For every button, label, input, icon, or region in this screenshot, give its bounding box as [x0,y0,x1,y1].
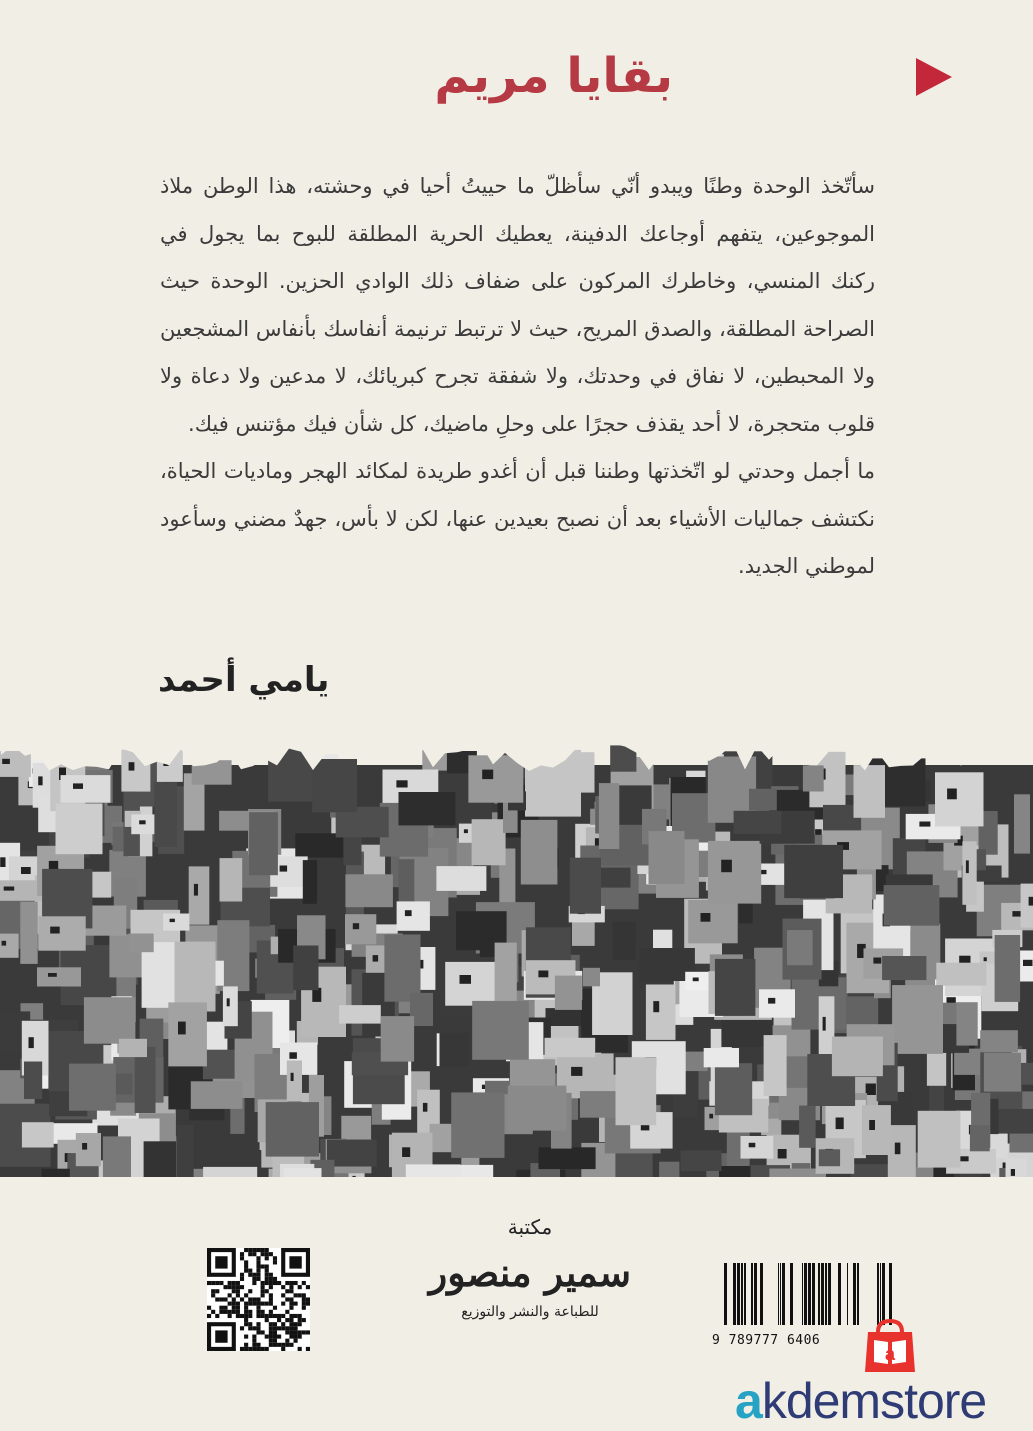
blurb-paragraph-1: سأتّخذ الوحدة وطنًا ويبدو أنّي سأظلّ ما حييتُ أحيا في وحشته، هذا الوطن ملاذ الموجوعين، يتفهم أوجاعك الدفينة، يعطيك الحرية المطلقة للبوح بما يجول في ركنك المنسي، وخاطرك المركون على ضفاف ذلك الوادي الحزين. الوحدة حيث الصراحة المطلقة، والصدق المريح، حيث لا ترتبط ترنيمة أنفاسك بأنفاس المشجعين ولا المحبطين، لا نفاق في وحدتك، ولا شفقة تجرح كبريائك، لا مدعين ولا دعاة ولا قلوب متحجرة، لا أحد يقذف حجرًا على وحلِ ماضيك، كل شأن فيك مؤتنس فيك. [160,174,875,436]
publisher-subtitle: للطباعة والنشر والتوزيع [461,1303,599,1320]
author-name: يامي أحمد [158,660,330,700]
isbn-number: 9 789777 6406 [712,1333,821,1348]
barcode-icon [720,1263,895,1325]
store-watermark [735,1373,987,1429]
book-title: بقايا مريم [434,48,673,104]
play-arrow-icon [916,58,952,96]
store-bag-icon [860,1318,920,1376]
publisher-top-label: مكتبة [507,1215,553,1239]
svg-text:a: a [884,1344,896,1364]
store-name-first-letter: a [735,1373,762,1429]
qr-code-icon [207,1248,310,1351]
publisher-logo [420,1205,640,1375]
city-skyline-image [0,735,1033,1177]
store-name-rest: kdemstore [761,1373,987,1429]
blurb-text [160,163,875,591]
publisher-name: سمير منصور [428,1250,632,1295]
blurb-paragraph-2: ما أجمل وحدتي لو اتّخذتها وطننا قبل أن أغدو طريدة لمكائد الهجر وماديات الحياة، نكتشف جماليات الأشياء بعد أن نصبح بعيدين عنها، لكن لا بأس، جهدٌ مضني وسأعود لموطني الجديد. [160,459,875,578]
